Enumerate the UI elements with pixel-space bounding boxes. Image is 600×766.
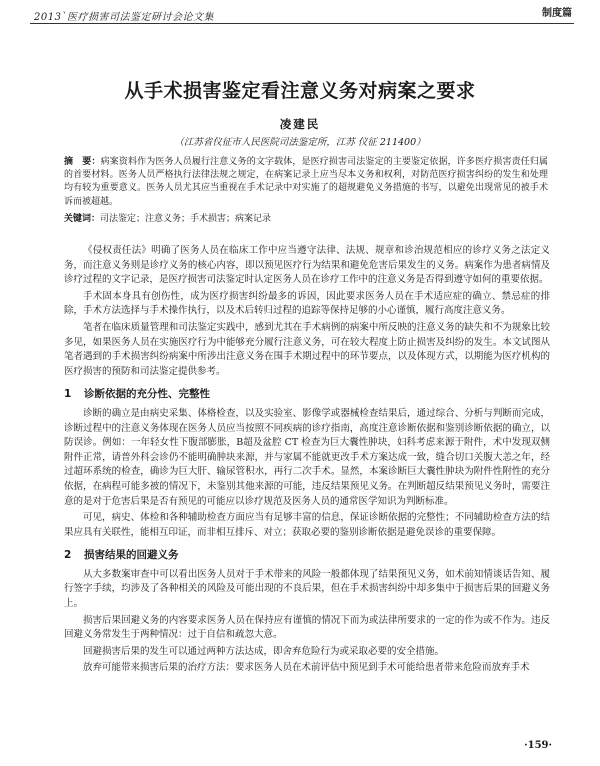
section-number: 1	[64, 388, 72, 401]
main-body	[64, 244, 550, 678]
keywords-label: 关键词：	[64, 214, 101, 224]
keywords	[64, 213, 548, 226]
body-paragraph: 《侵权责任法》明确了医务人员在临床工作中应当遵守法律、法规、规章和诊治规范相应的诊疗义务之法定义务，而注意义务则是诊疗义务的核心内容，即以预见医疗行为结果和避免危害后果发生的义务。病案作为患者病情及诊疗过程的文字记录，是医疗损害司法鉴定时认定医务人员在诊疗工作中的注意义务是否得到遵守如何的重要依据。	[64, 245, 550, 286]
section-number: 2	[64, 549, 72, 562]
abstract	[64, 156, 548, 209]
body-paragraph: 诊断的确立是由病史采集、体格检查，以及实验室、影像学或器械检查结果后，通过综合、分析与判断而完成，诊断过程中的注意义务体现在医务人员应当按照不同疾病的诊疗指南，高度注意诊断依据和鉴别诊断依据的确立，以防误诊。例如：一年轻女性下腹部膨胀，B超及盆腔 CT 检查为巨大囊性肿块，妇科考虑来源于附件，术中发现双侧附件正常，请普外科会诊仍不能明确肿块来源，并与家属不能就更改手术方案达成一致，缝合切口关腹大恙之年，经过超环系统的检查，确诊为巨大肝、输尿管积水，再行二次手术。显然，本案诊断巨大囊性肿块为附件性附性的充分依据，在病程可能多被的情况下，未鉴别其他来源的可能，违反结果预见义务。在判断超反结果预见义务时，需要注意的是对于危害后果是否有预见的可能应以诊疗规范及医务人员的通常医学知识为判断标准。	[64, 407, 550, 507]
paper-title: 从手术损害鉴定看注意义务对病案之要求	[124, 80, 476, 102]
body-paragraph: 放弃可能带来损害后果的治疗方法：要求医务人员在术前评估中预见到手术可能给患者带来危险而放弃手术	[83, 662, 530, 674]
body-paragraph: 手术固本身具有创伤性，成为医疗损害纠纷最多的诉因，因此要求医务人员在手术适应症的确立、禁忌症的排除，手术方法选择与手术操作执行，以及术后转归过程的追踪等保持足够的小心谨慎，履行高度注意义务。	[64, 290, 550, 317]
abstract-label: 摘 要：	[64, 157, 101, 167]
body-paragraph: 回避损害后果的发生可以通过两种方法达成，即舍弃危险行为或采取必要的安全措施。	[83, 645, 445, 657]
body-paragraph: 笔者在临床质量管理和司法鉴定实践中，感到尤其在手术病例的病案中所反映的注意义务的缺失和不为规象比较多见，如果医务人员在实施医疗行为中能够充分履行注意义务，可在较大程度上防止损害及纠纷的发生。本文试图从笔者遇到的手术损害纠纷病案中所涉出注意义务在围手术期过程中的环节要点，以及体现方式，以期能为医疗机构的医疗损害的预防和司法鉴定提供参考。	[64, 321, 550, 377]
page-number: ·159·	[524, 740, 552, 751]
section-title: 诊断依据的充分性、完整性	[84, 388, 210, 401]
author-name: 凌建民	[279, 117, 321, 131]
keywords-text: 司法鉴定；注意义务；手术损害；病案记录	[100, 214, 272, 224]
body-paragraph: 从大多数案审查中可以看出医务人员对于手术带来的风险一般都体现了结果预见义务，如术前知情谈话告知、履行签字手续，均涉及了各种相关的风险及可能出现的不良后果，但在手术损害纠纷中却多集中于损害后果的回避义务上。	[64, 568, 550, 610]
section-heading-2	[64, 548, 550, 563]
section-heading-1	[64, 387, 550, 402]
running-header-right: 制度篇	[542, 8, 572, 19]
body-paragraph: 损害后果回避义务的内容要求医务人员在保持应有谨慎的情况下而为或法律所要求的一定的作为或不作为。违反回避义务常发生于两种情况：过于自信和疏忽大意。	[64, 614, 550, 641]
author-affiliation: （江苏省仪征市人民医院司法鉴定所，江苏 仪征 211400）	[174, 137, 426, 148]
header-rule	[30, 23, 574, 24]
abstract-text: 病案资料作为医务人员履行注意义务的文字载体，是医疗损害司法鉴定的主要鉴定依据，许多医疗损害责任归属的首要材料。医务人员严格执行法律法规之规定，在病案记录上应当尽本义务和权利，对防范医疗损害纠纷的发生和处理均有较为重要意义。医务人员尤其应当重视在手术记录中对实施了的超规避免义务措施的书写，以避免出现常见的被手术诉而被超越。	[64, 157, 548, 207]
body-paragraph: 可见，病史、体检和各种辅助检查方面应当有足够丰富的信息，保证诊断依据的完整性；不同辅助检查方法的结果应具有关联性，能相互印证，而非相互排斥、对立；获取必要的鉴别诊断依据是避免误诊的重要保障。	[64, 512, 550, 538]
running-header-left: 2013`医疗损害司法鉴定研讨会论文集	[34, 12, 214, 23]
section-title: 损害结果的回避义务	[84, 549, 179, 562]
